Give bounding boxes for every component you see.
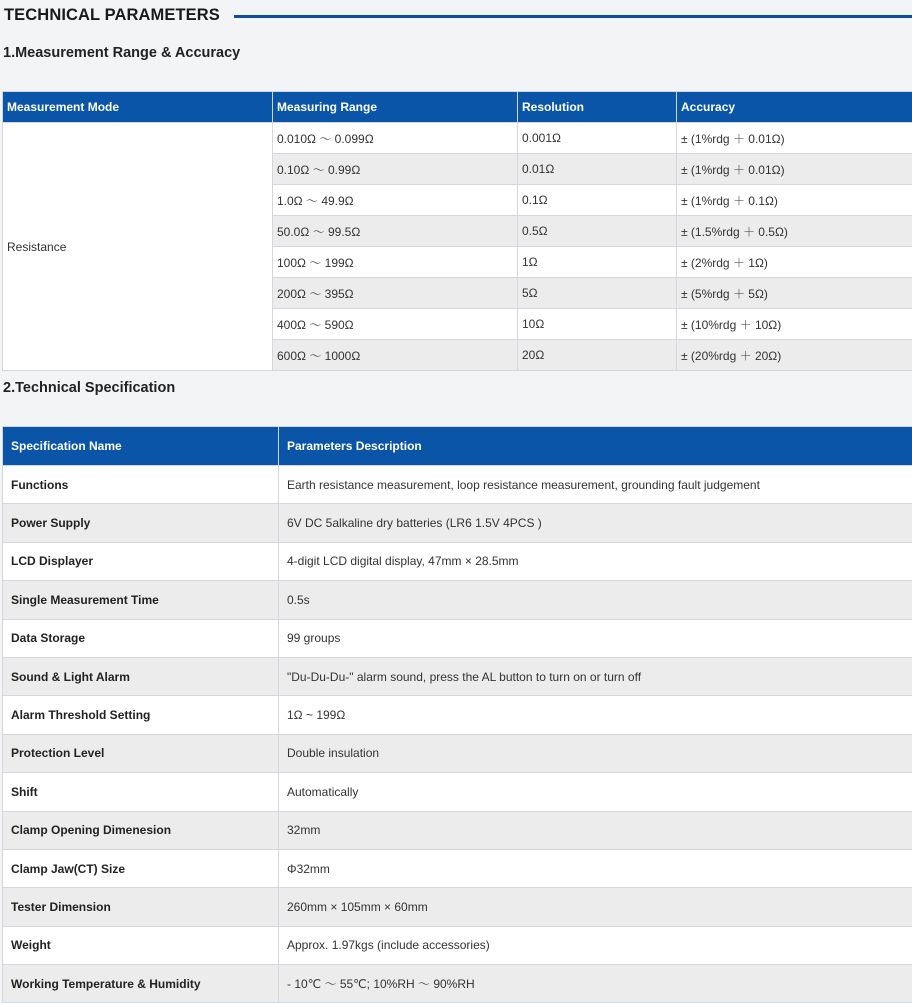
spec-name-cell: Working Temperature & Humidity [3,965,279,1003]
spec-description-cell: 4-digit LCD digital display, 47mm × 28.5mm [279,542,912,580]
header-accuracy: Accuracy [677,92,912,123]
measuring-range-cell: 200Ω ～ 395Ω [273,278,518,309]
spec-name-cell: Tester Dimension [3,888,279,926]
spec-description-cell: Double insulation [279,734,912,772]
table-row [3,466,912,504]
table-row [3,123,912,154]
spec-description-cell: 260mm × 105mm × 60mm [279,888,912,926]
measuring-range-cell: 0.10Ω ～ 0.99Ω [273,154,518,185]
spec-description-cell: 0.5s [279,581,912,619]
section-title-spec: 2.Technical Specification [3,380,175,396]
spec-name-cell: Functions [3,466,279,504]
resolution-cell: 0.5Ω [518,216,677,247]
table-header-row [3,92,912,123]
page-title: TECHNICAL PARAMETERS [4,6,220,25]
spec-description-cell: Earth resistance measurement, loop resistance measurement, grounding fault judgement [279,466,912,504]
section-title-range: 1.Measurement Range & Accuracy [3,45,240,61]
measuring-range-cell: 600Ω ～ 1000Ω [273,340,518,371]
measuring-range-cell: 0.010Ω ～ 0.099Ω [273,123,518,154]
table-row [3,504,912,542]
table-row [3,811,912,849]
header-resolution: Resolution [518,92,677,123]
resolution-cell: 20Ω [518,340,677,371]
table-row [3,696,912,734]
spec-description-cell: 6V DC 5alkaline dry batteries (LR6 1.5V 4PCS ) [279,504,912,542]
header-measuring-range: Measuring Range [273,92,518,123]
spec-name-cell: Power Supply [3,504,279,542]
spec-description-cell: 32mm [279,811,912,849]
spec-name-cell: Single Measurement Time [3,581,279,619]
measuring-range-cell: 50.0Ω ～ 99.5Ω [273,216,518,247]
table-row [3,581,912,619]
resolution-cell: 0.001Ω [518,123,677,154]
header-specification-name: Specification Name [3,427,279,466]
table-row [3,657,912,695]
table-row [3,888,912,926]
page-heading [4,4,912,26]
accuracy-cell: ± (1%rdg ＋ 0.01Ω) [677,123,912,154]
resolution-cell: 5Ω [518,278,677,309]
table-row [3,965,912,1003]
spec-description-cell: Φ32mm [279,849,912,887]
spec-name-cell: Shift [3,773,279,811]
table-row [3,849,912,887]
table-row [3,619,912,657]
spec-description-cell: - 10℃ ～ 55℃; 10%RH ～ 90%RH [279,965,912,1003]
specification-table [2,426,912,1003]
accuracy-cell: ± (5%rdg ＋ 5Ω) [677,278,912,309]
spec-name-cell: Clamp Opening Dimenesion [3,811,279,849]
header-measurement-mode: Measurement Mode [3,92,273,123]
table-row [3,773,912,811]
measurement-mode-cell: Resistance [3,123,273,371]
measuring-range-cell: 100Ω ～ 199Ω [273,247,518,278]
spec-name-cell: Protection Level [3,734,279,772]
accuracy-cell: ± (1%rdg ＋ 0.1Ω) [677,185,912,216]
spec-name-cell: Sound & Light Alarm [3,657,279,695]
spec-description-cell: Automatically [279,773,912,811]
measuring-range-cell: 1.0Ω ～ 49.9Ω [273,185,518,216]
resolution-cell: 0.01Ω [518,154,677,185]
spec-name-cell: Data Storage [3,619,279,657]
accuracy-cell: ± (2%rdg ＋ 1Ω) [677,247,912,278]
table-row [3,926,912,964]
spec-name-cell: LCD Displayer [3,542,279,580]
heading-rule [234,15,912,18]
spec-description-cell: 99 groups [279,619,912,657]
table-row [3,542,912,580]
resolution-cell: 1Ω [518,247,677,278]
spec-name-cell: Clamp Jaw(CT) Size [3,849,279,887]
accuracy-cell: ± (1%rdg ＋ 0.01Ω) [677,154,912,185]
resolution-cell: 10Ω [518,309,677,340]
spec-name-cell: Weight [3,926,279,964]
accuracy-cell: ± (1.5%rdg ＋ 0.5Ω) [677,216,912,247]
spec-description-cell: 1Ω ~ 199Ω [279,696,912,734]
spec-description-cell: Approx. 1.97kgs (include accessories) [279,926,912,964]
range-accuracy-table [2,91,912,371]
spec-description-cell: "Du-Du-Du-" alarm sound, press the AL button to turn on or turn off [279,657,912,695]
spec-name-cell: Alarm Threshold Setting [3,696,279,734]
accuracy-cell: ± (20%rdg ＋ 20Ω) [677,340,912,371]
table-header-row [3,427,912,466]
accuracy-cell: ± (10%rdg ＋ 10Ω) [677,309,912,340]
table-row [3,734,912,772]
header-parameters-description: Parameters Description [279,427,912,466]
resolution-cell: 0.1Ω [518,185,677,216]
measuring-range-cell: 400Ω ～ 590Ω [273,309,518,340]
